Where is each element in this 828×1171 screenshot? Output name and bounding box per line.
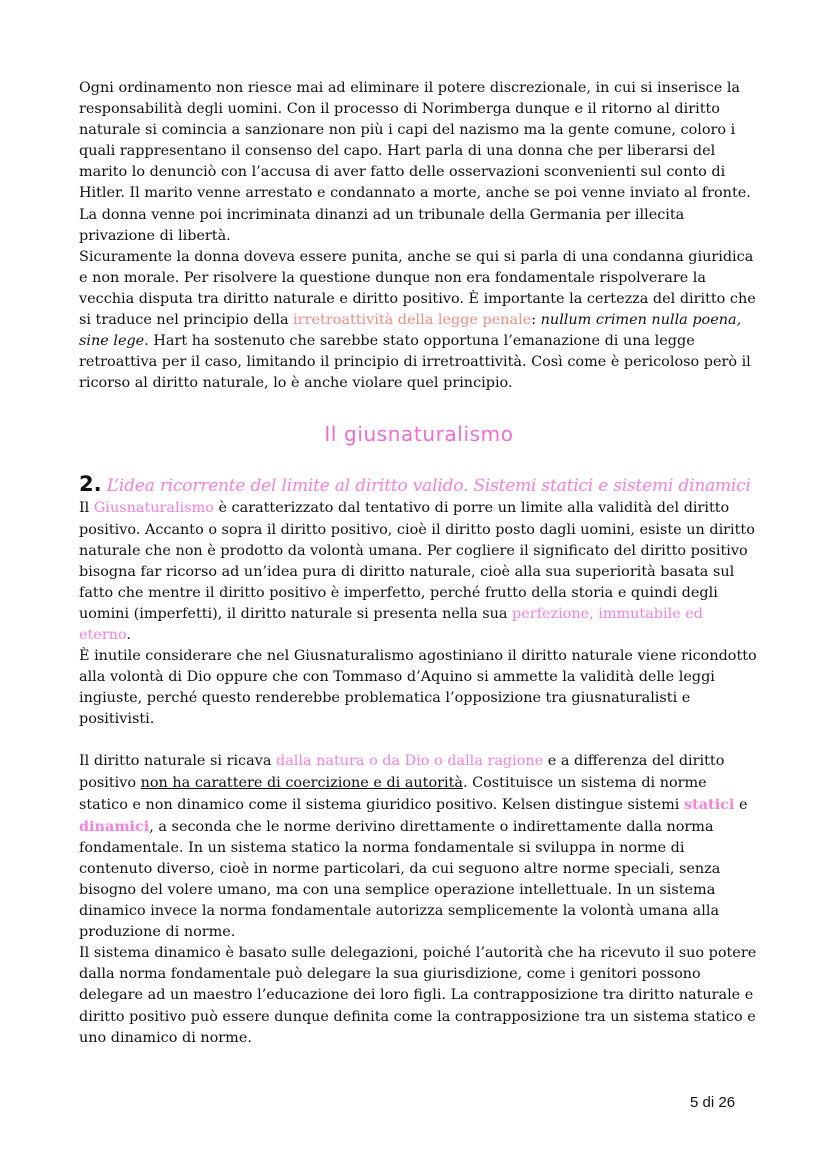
subheading — [79, 472, 759, 498]
paragraph-sistema-dinamico: Il sistema dinamico è basato sulle delegazioni, poiché l’autorità che ha ricevuto il suo potere dalla norma fondamentale può delegare la sua giurisdizione, come i genitori possono delegare ad un maestro l’educazione dei loro figli. La contrapposizione tra diritto naturale e diritto positivo può essere dunque definita come la contrapposizione tra un sistema statico e uno dinamico di norme. — [79, 945, 757, 1046]
bold-dinamici: dinamici — [79, 817, 150, 835]
paragraph-agostiniano: È inutile considerare che nel Giusnaturalismo agostiniano il diritto naturale viene ricondotto alla volontà di Dio oppure che con Tommaso d’Aquino si ammette la validità delle leggi ingiuste, perché questo renderebbe problematica l’opposizione tra giusnaturalisti e positivisti. — [79, 648, 757, 728]
bold-statici: statici — [683, 795, 735, 813]
highlight-irretroattivita: irretroattività della legge penale — [293, 312, 532, 329]
paragraph-norimberga: Ogni ordinamento non riesce mai ad eliminare il potere discrezionale, in cui si inserisce la responsabilità degli uomini. Con il processo di Norimberga dunque e il ritorno al diritto naturale si comincia a sanzionare non più i capi del nazismo ma la gente comune, coloro i quali rappresentano il consenso del capo. Hart parla di una donna che per liberarsi del marito lo denunciò con l’accusa di aver fatto delle osservazioni sconvenienti sul conto di Hitler. Il marito venne arrestato e condannato a morte, anche se poi venne inviato al fronte. La donna venne poi incriminata dinanzi ad un tribunale della Germania per illecita privazione di libertà. Sicuramente la donna doveva essere punita, anche se qui si parla di una condanna giuridica e non morale. Per risolvere la questione dunque non era fondamentale rispolverare la vecchia disputa tra diritto naturale e diritto positivo. È importante la certezza del diritto che si traduce nel principio della irretroattività della legge penale: nullum crimen nulla poena, sine lege. Hart ha sostenuto che sarebbe stato opportuna l’emanazione di una legge retroattiva per il caso, limitando il principio di irretroattività. Così come è pericoloso però il ricorso al diritto naturale, lo è anche violare quel principio. — [79, 80, 756, 392]
highlight-perfezione: perfezione, immutabile ed eterno — [79, 605, 704, 643]
highlight-natura-dio-ragione: dalla natura o da Dio o dalla ragione — [275, 753, 544, 770]
latin-maxim: nullum crimen nulla poena, sine lege — [79, 312, 742, 350]
paragraph-gap — [79, 730, 759, 751]
paragraph-giusnaturalismo: Il Giusnaturalismo è caratterizzato dal tentativo di porre un limite alla validità del diritto positivo. Accanto o sopra il diritto positivo, cioè il diritto posto dagli uomini, esiste un diritto naturale che non è prodotto da volontà umana. Per cogliere il significato del diritto positivo bisogna far ricorso ad un’idea pura di diritto naturale, cioè alla sua superiorità basata sul fatto che mentre il diritto positivo è imperfetto, perché frutto della storia e quindi degli uomini (imperfetti), il diritto naturale si presenta nella sua perfezione, immutabile ed eterno. È inutile considerare che nel Giusnaturalismo agostiniano il diritto naturale viene ricondotto alla volontà di Dio oppure che con Tommaso d’Aquino si ammette la validità delle leggi ingiuste, perché questo renderebbe problematica l’opposizione tra giusnaturalisti e positivisti. — [79, 500, 757, 728]
paragraph-certezza: Sicuramente la donna doveva essere punita, anche se qui si parla di una condanna giuridica e non morale. Per risolvere la questione dunque non era fondamentale rispolverare la vecchia disputa tra diritto naturale e diritto positivo. È importante la certezza del diritto che si traduce nel principio della irretroattività della legge penale: nullum crimen nulla poena, sine lege. Hart ha sostenuto che sarebbe stato opportuna l’emanazione di una legge retroattiva per il caso, limitando il principio di irretroattività. Così come è pericoloso però il ricorso al diritto naturale, lo è anche violare quel principio. — [79, 248, 756, 392]
page-number: 5 di 26 — [690, 1094, 736, 1111]
document-page — [79, 78, 759, 1049]
underlined-coercizione: non ha carattere di coercizione e di autorità — [140, 774, 463, 791]
section-title: Il giusnaturalismo — [324, 422, 514, 447]
highlight-giusnaturalismo: Giusnaturalismo — [93, 500, 214, 517]
paragraph-diritto-naturale: Il diritto naturale si ricava dalla natura o da Dio o dalla ragione e a differenza del diritto positivo non ha carattere di coercizione e di autorità. Costituisce un sistema di norme statico e non dinamico come il sistema giuridico positivo. Kelsen distingue sistemi statici e dinamici, a seconda che le norme derivino direttamente o indirettamente dalla norma fondamentale. In un sistema statico la norma fondamentale si sviluppa in norme di contenuto diverso, cioè in norme particolari, da cui seguono altre norme speciali, senza bisogno del volere umano, ma con una semplice operazione intellettuale. In un sistema dinamico invece la norma fondamentale autorizza semplicemente la volontà umana alla produzione di norme. Il sistema dinamico è basato sulle delegazioni, poiché l’autorità che ha ricevuto il suo potere dalla norma fondamentale può delegare la sua giurisdizione, come i genitori possono delegare ad un maestro l’educazione dei loro figli. La contrapposizione tra diritto naturale e diritto positivo può essere dunque definita come la contrapposizione tra un sistema statico e uno dinamico di norme. — [79, 753, 757, 1046]
subheading-number: 2. — [79, 472, 102, 497]
subheading-title: L’idea ricorrente del limite al diritto valido. Sistemi statici e sistemi dinamici — [106, 476, 751, 497]
